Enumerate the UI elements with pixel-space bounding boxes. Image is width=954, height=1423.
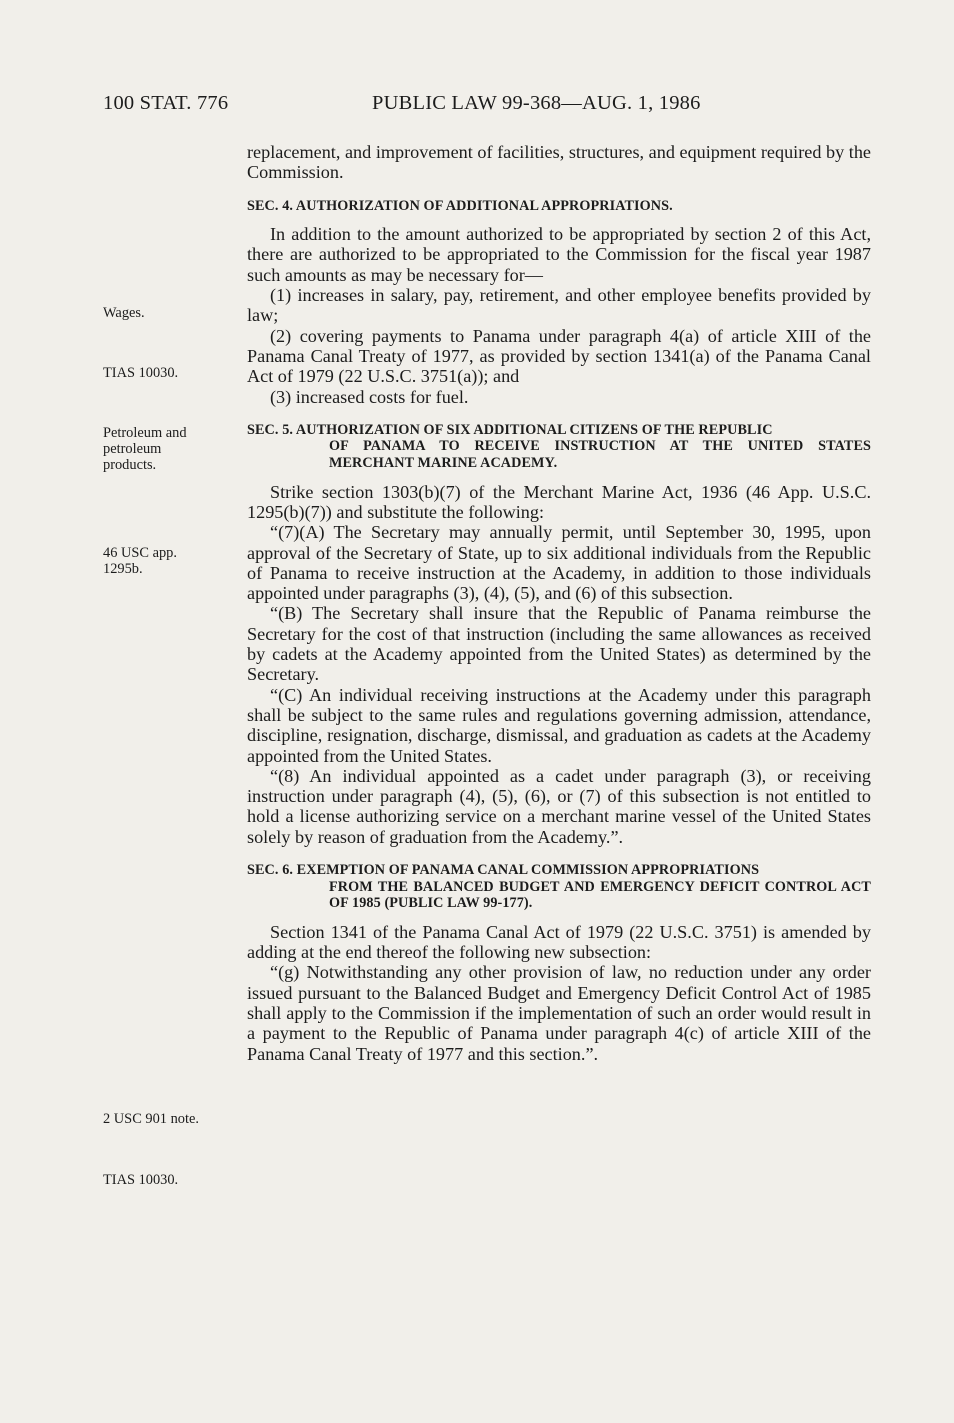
section-5-heading-cont: OF PANAMA TO RECEIVE INSTRUCTION AT THE UNITED STATES MERCHANT MARINE ACADEMY. [329, 438, 871, 472]
paragraph: Section 1341 of the Panama Canal Act of 1979 (22 U.S.C. 3751) is amended by adding at the end thereof the following new subsection: [247, 921, 871, 963]
statute-text-column [247, 142, 871, 1064]
list-item: (1) increases in salary, pay, retirement, and other employee benefits provided by law; [247, 285, 871, 326]
list-item: (2) covering payments to Panama under paragraph 4(a) of article XIII of the Panama Canal Treaty of 1977, as provided by section 1341(a) of the Panama Canal Act of 1979 (22 U.S.C. 3751(a)); and [247, 325, 871, 387]
margin-note-tias-2: TIAS 10030. [103, 1172, 179, 1188]
margin-note-tias: TIAS 10030. [103, 365, 179, 381]
section-6-heading-lead: SEC. 6. EXEMPTION OF PANAMA CANAL COMMISSION APPROPRIATIONS [247, 861, 760, 878]
paragraph: “(8) An individual appointed as a cadet under paragraph (3), or receiving instruction under paragraph (4), (5), (6), or (7) of this subsection is not entitled to hold a license authorizing service on a merchant marine vessel of the United States solely by reason of graduation from the Academy.”. [247, 765, 871, 847]
paragraph: “(g) Notwithstanding any other provision of law, no reduction under any order issued pursuant to the Balanced Budget and Emergency Deficit Control Act of 1985 shall apply to the Commission if the implementation of such an order would result in a payment to the Republic of Panama under paragraph 4(c) of article XIII of the Panama Canal Treaty of 1977 and this section.”. [247, 962, 871, 1064]
paragraph: “(B) The Secretary shall insure that the Republic of Panama reimburse the Secretary for the cost of that instruction (including the same allowances as received by cadets at the Academy appointed from the United States) as determined by the Secretary. [247, 603, 871, 685]
margin-note-petroleum: Petroleum and petroleum products. [103, 425, 187, 473]
paragraph: “(C) An individual receiving instructions at the Academy under this paragraph shall be subject to the same rules and regulations governing admission, attendance, discipline, resignation, discharge, dismissal, and graduation as cadets at the Academy appointed from the United States. [247, 684, 871, 766]
running-header: PUBLIC LAW 99-368—AUG. 1, 1986 [372, 92, 701, 114]
list-item: (3) increased costs for fuel. [270, 386, 469, 407]
section-4-heading: SEC. 4. AUTHORIZATION OF ADDITIONAL APPROPRIATIONS. [247, 197, 673, 214]
section-5-heading [247, 422, 871, 472]
paragraph: Strike section 1303(b)(7) of the Merchant Marine Act, 1936 (46 App. U.S.C. 1295(b)(7)) and substitute the following: [247, 481, 871, 522]
statute-page-number: 100 STAT. 776 [103, 92, 229, 114]
margin-note-2-usc: 2 USC 901 note. [103, 1111, 199, 1127]
section-6-heading-cont: FROM THE BALANCED BUDGET AND EMERGENCY DEFICIT CONTROL ACT OF 1985 (PUBLIC LAW 99-177). [329, 878, 871, 912]
paragraph: “(7)(A) The Secretary may annually permit, until September 30, 1995, upon approval of the Secretary of State, up to six additional individuals from the Republic of Panama to receive instruction at the Academy, in addition to those individuals appointed under paragraphs (3), (4), (5), and (6) of this subsection. [247, 522, 871, 604]
paragraph: In addition to the amount authorized to be appropriated by section 2 of this Act, there are authorized to be appropriated to the Commission for the fiscal year 1987 such amounts as may be necessary for— [247, 224, 871, 285]
paragraph: replacement, and improvement of facilities, structures, and equipment required by the Commission. [247, 142, 871, 183]
margin-note-wages: Wages. [103, 305, 145, 321]
section-5-heading-lead: SEC. 5. AUTHORIZATION OF SIX ADDITIONAL CITIZENS OF THE REPUBLIC [247, 421, 773, 438]
margin-note-usc-app: 46 USC app. 1295b. [103, 545, 177, 577]
section-6-heading [247, 862, 871, 912]
